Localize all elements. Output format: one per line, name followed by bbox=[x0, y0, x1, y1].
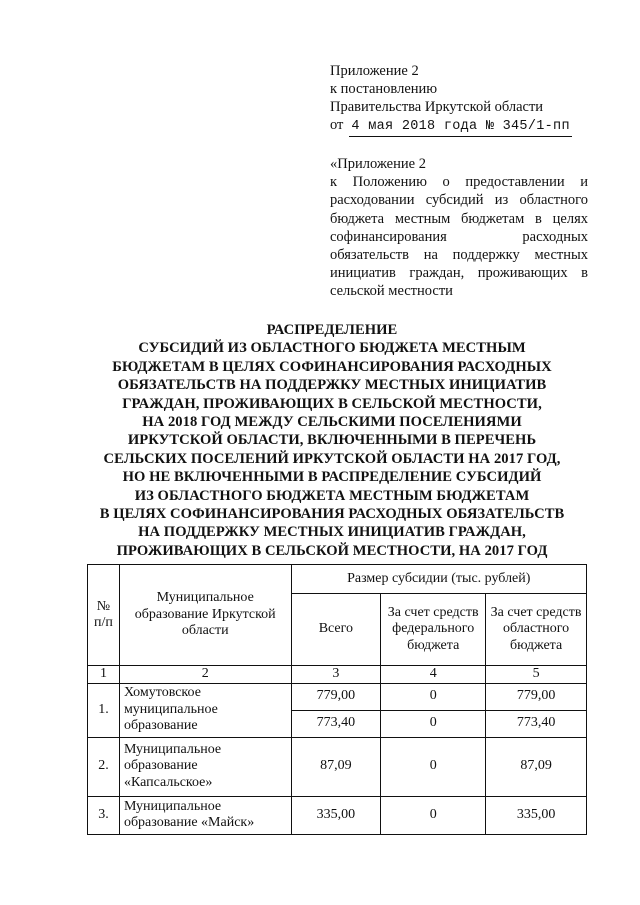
column-number: 2 bbox=[119, 666, 291, 684]
total-value: 773,40 bbox=[291, 710, 381, 737]
header-total: Всего bbox=[291, 594, 381, 666]
column-number: 5 bbox=[486, 666, 587, 684]
federal-value: 0 bbox=[381, 796, 486, 834]
appendix-reference bbox=[330, 62, 590, 137]
document-heading bbox=[62, 321, 602, 560]
heading-line: НО НЕ ВКЛЮЧЕННЫМИ В РАСПРЕДЕЛЕНИЕ СУБСИДИЙ bbox=[122, 469, 542, 486]
header-regional: За счет средств областного бюджета bbox=[486, 594, 587, 666]
heading-line: ИЗ ОБЛАСТНОГО БЮДЖЕТА МЕСТНЫМ БЮДЖЕТАМ bbox=[134, 487, 530, 504]
heading-line: ИРКУТСКОЙ ОБЛАСТИ, ВКЛЮЧЕННЫМИ В ПЕРЕЧЕНЬ bbox=[127, 432, 537, 449]
row-number: 3. bbox=[88, 796, 120, 834]
federal-value: 0 bbox=[381, 710, 486, 737]
municipality-name: Муниципальное образование «Капсальское» bbox=[119, 737, 291, 796]
heading-line: СЕЛЬСКИХ ПОСЕЛЕНИЙ ИРКУТСКОЙ ОБЛАСТИ НА 2017 ГОД, bbox=[103, 450, 561, 467]
heading-line: РАСПРЕДЕЛЕНИЕ bbox=[266, 322, 398, 338]
annex-reference bbox=[330, 155, 588, 301]
municipality-name: Хомутовское муниципальное образование bbox=[119, 683, 291, 737]
federal-value: 0 bbox=[381, 683, 486, 710]
annex-body: к Положению о предоставлении и расходовании субсидий из областного бюджета местным бюджетам в целях софинансирования расходных обязательств на поддержку местных инициатив граждан, проживающих в сельской местности bbox=[330, 174, 588, 300]
appendix-line: к постановлению bbox=[330, 81, 438, 97]
table-row bbox=[88, 737, 587, 796]
row-number: 1. bbox=[88, 683, 120, 737]
appendix-date-line bbox=[330, 116, 590, 137]
column-number: 3 bbox=[291, 666, 381, 684]
heading-line: В ЦЕЛЯХ СОФИНАНСИРОВАНИЯ РАСХОДНЫХ ОБЯЗАТЕЛЬСТВ bbox=[99, 506, 565, 523]
appendix-title: Приложение 2 bbox=[330, 63, 419, 79]
header-number: № п/п bbox=[88, 565, 120, 666]
table-row bbox=[88, 683, 587, 710]
regional-value: 773,40 bbox=[486, 710, 587, 737]
heading-line: СУБСИДИЙ ИЗ ОБЛАСТНОГО БЮДЖЕТА МЕСТНЫМ bbox=[138, 340, 526, 357]
header-federal: За счет средств федерального бюджета bbox=[381, 594, 486, 666]
heading-line: ПРОЖИВАЮЩИХ В СЕЛЬСКОЙ МЕСТНОСТИ, НА 2017 ГОД bbox=[116, 542, 548, 559]
header-municipality: Муниципальное образование Иркутской области bbox=[119, 565, 291, 666]
regional-value: 335,00 bbox=[486, 796, 587, 834]
table-row bbox=[88, 796, 587, 834]
header-subsidy-size: Размер субсидии (тыс. рублей) bbox=[291, 565, 586, 594]
federal-value: 0 bbox=[381, 737, 486, 796]
total-value: 87,09 bbox=[291, 737, 381, 796]
regional-value: 779,00 bbox=[486, 683, 587, 710]
heading-line: ОБЯЗАТЕЛЬСТВ НА ПОДДЕРЖКУ МЕСТНЫХ ИНИЦИАТИВ bbox=[117, 377, 547, 394]
heading-line: ГРАЖДАН, ПРОЖИВАЮЩИХ В СЕЛЬСКОЙ МЕСТНОСТИ, bbox=[122, 395, 542, 412]
annex-title: «Приложение 2 bbox=[330, 156, 426, 172]
heading-line: НА ПОДДЕРЖКУ МЕСТНЫХ ИНИЦИАТИВ ГРАЖДАН, bbox=[138, 524, 526, 541]
appendix-line: Правительства Иркутской области bbox=[330, 99, 544, 115]
heading-line: НА 2018 ГОД МЕЖДУ СЕЛЬСКИМИ ПОСЕЛЕНИЯМИ bbox=[142, 414, 522, 431]
column-number-row bbox=[88, 666, 587, 684]
total-value: 779,00 bbox=[291, 683, 381, 710]
row-number: 2. bbox=[88, 737, 120, 796]
subsidy-table bbox=[87, 564, 587, 835]
ot-label: от bbox=[330, 117, 344, 133]
regional-value: 87,09 bbox=[486, 737, 587, 796]
municipality-name: Муниципальное образование «Майск» bbox=[119, 796, 291, 834]
column-number: 4 bbox=[381, 666, 486, 684]
decree-date-number: 4 мая 2018 года № 345/1-пп bbox=[349, 118, 571, 137]
heading-line: БЮДЖЕТАМ В ЦЕЛЯХ СОФИНАНСИРОВАНИЯ РАСХОДНЫХ bbox=[112, 358, 552, 375]
column-number: 1 bbox=[88, 666, 120, 684]
total-value: 335,00 bbox=[291, 796, 381, 834]
